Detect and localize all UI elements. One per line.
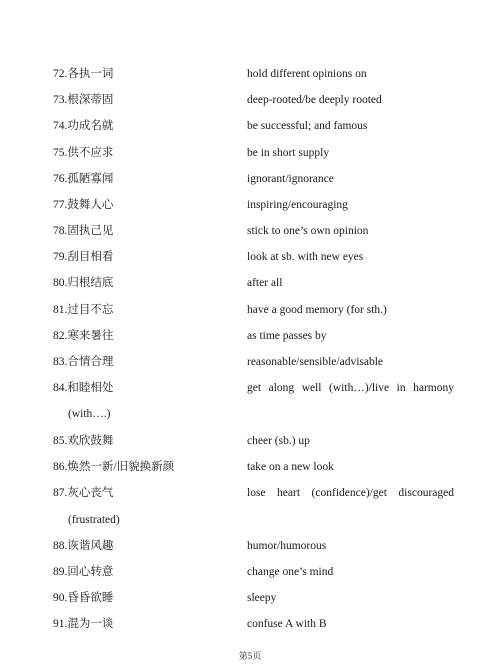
entry-chinese: 86.焕然一新/旧貌换新颜 — [53, 461, 175, 473]
entry-english: look at sb. with new eyes — [247, 251, 364, 263]
entry-87-continuation: (frustrated) — [68, 514, 120, 526]
entry-chinese: 80.归根结底 — [53, 277, 114, 289]
entry-chinese: 82.寒来暑往 — [53, 330, 114, 342]
entry-english: be successful; and famous — [247, 120, 368, 132]
entry-chinese: 74.功成名就 — [53, 120, 114, 132]
entry-english: be in short supply — [247, 147, 330, 159]
entry-chinese: 76.孤陋寡闻 — [53, 173, 114, 185]
entry-english: have a good memory (for sth.) — [247, 304, 387, 316]
entry-chinese: 77.鼓舞人心 — [53, 199, 114, 211]
page-number: 第5页 — [238, 651, 262, 661]
entry-english: change one’s mind — [247, 566, 334, 578]
entry-english: hold different opinions on — [247, 68, 367, 80]
entry-chinese: 72.各执一词 — [53, 68, 114, 80]
entry-chinese: 73.根深蒂固 — [53, 94, 114, 106]
entry-chinese: 90.昏昏欲睡 — [53, 592, 114, 604]
entry-english: stick to one’s own opinion — [247, 225, 369, 237]
entry-chinese: 87.灰心丧气 — [53, 487, 114, 499]
entry-chinese: 84.和睦相处 — [53, 382, 114, 394]
entry-english: humor/humorous — [247, 540, 327, 552]
entry-english: lose heart (confidence)/get discouraged — [247, 487, 454, 499]
entry-english: ignorant/ignorance — [247, 173, 334, 185]
entry-chinese: 75.供不应求 — [53, 147, 114, 159]
entry-84-continuation: (with….) — [68, 408, 111, 420]
entry-english: reasonable/sensible/advisable — [247, 356, 384, 368]
entry-english: take on a new look — [247, 461, 334, 473]
entry-english: as time passes by — [247, 330, 327, 342]
entry-chinese: 81.过目不忘 — [53, 304, 114, 316]
entry-english: sleepy — [247, 592, 277, 604]
entry-english: after all — [247, 277, 283, 289]
entry-chinese: 91.混为一谈 — [53, 618, 114, 630]
entry-english: inspiring/encouraging — [247, 199, 348, 211]
entry-chinese: 78.固执己见 — [53, 225, 114, 237]
entry-english: confuse A with B — [247, 618, 327, 630]
entry-english: deep-rooted/be deeply rooted — [247, 94, 382, 106]
entry-english: get along well (with…)/live in harmony — [247, 382, 454, 394]
entry-chinese: 79.刮目相看 — [53, 251, 114, 263]
entry-chinese: 85.欢欣鼓舞 — [53, 435, 114, 447]
entry-chinese: 89.回心转意 — [53, 566, 114, 578]
entry-english: cheer (sb.) up — [247, 435, 310, 447]
entry-chinese: 83.合情合理 — [53, 356, 114, 368]
entry-chinese: 88.诙谐风趣 — [53, 540, 114, 552]
